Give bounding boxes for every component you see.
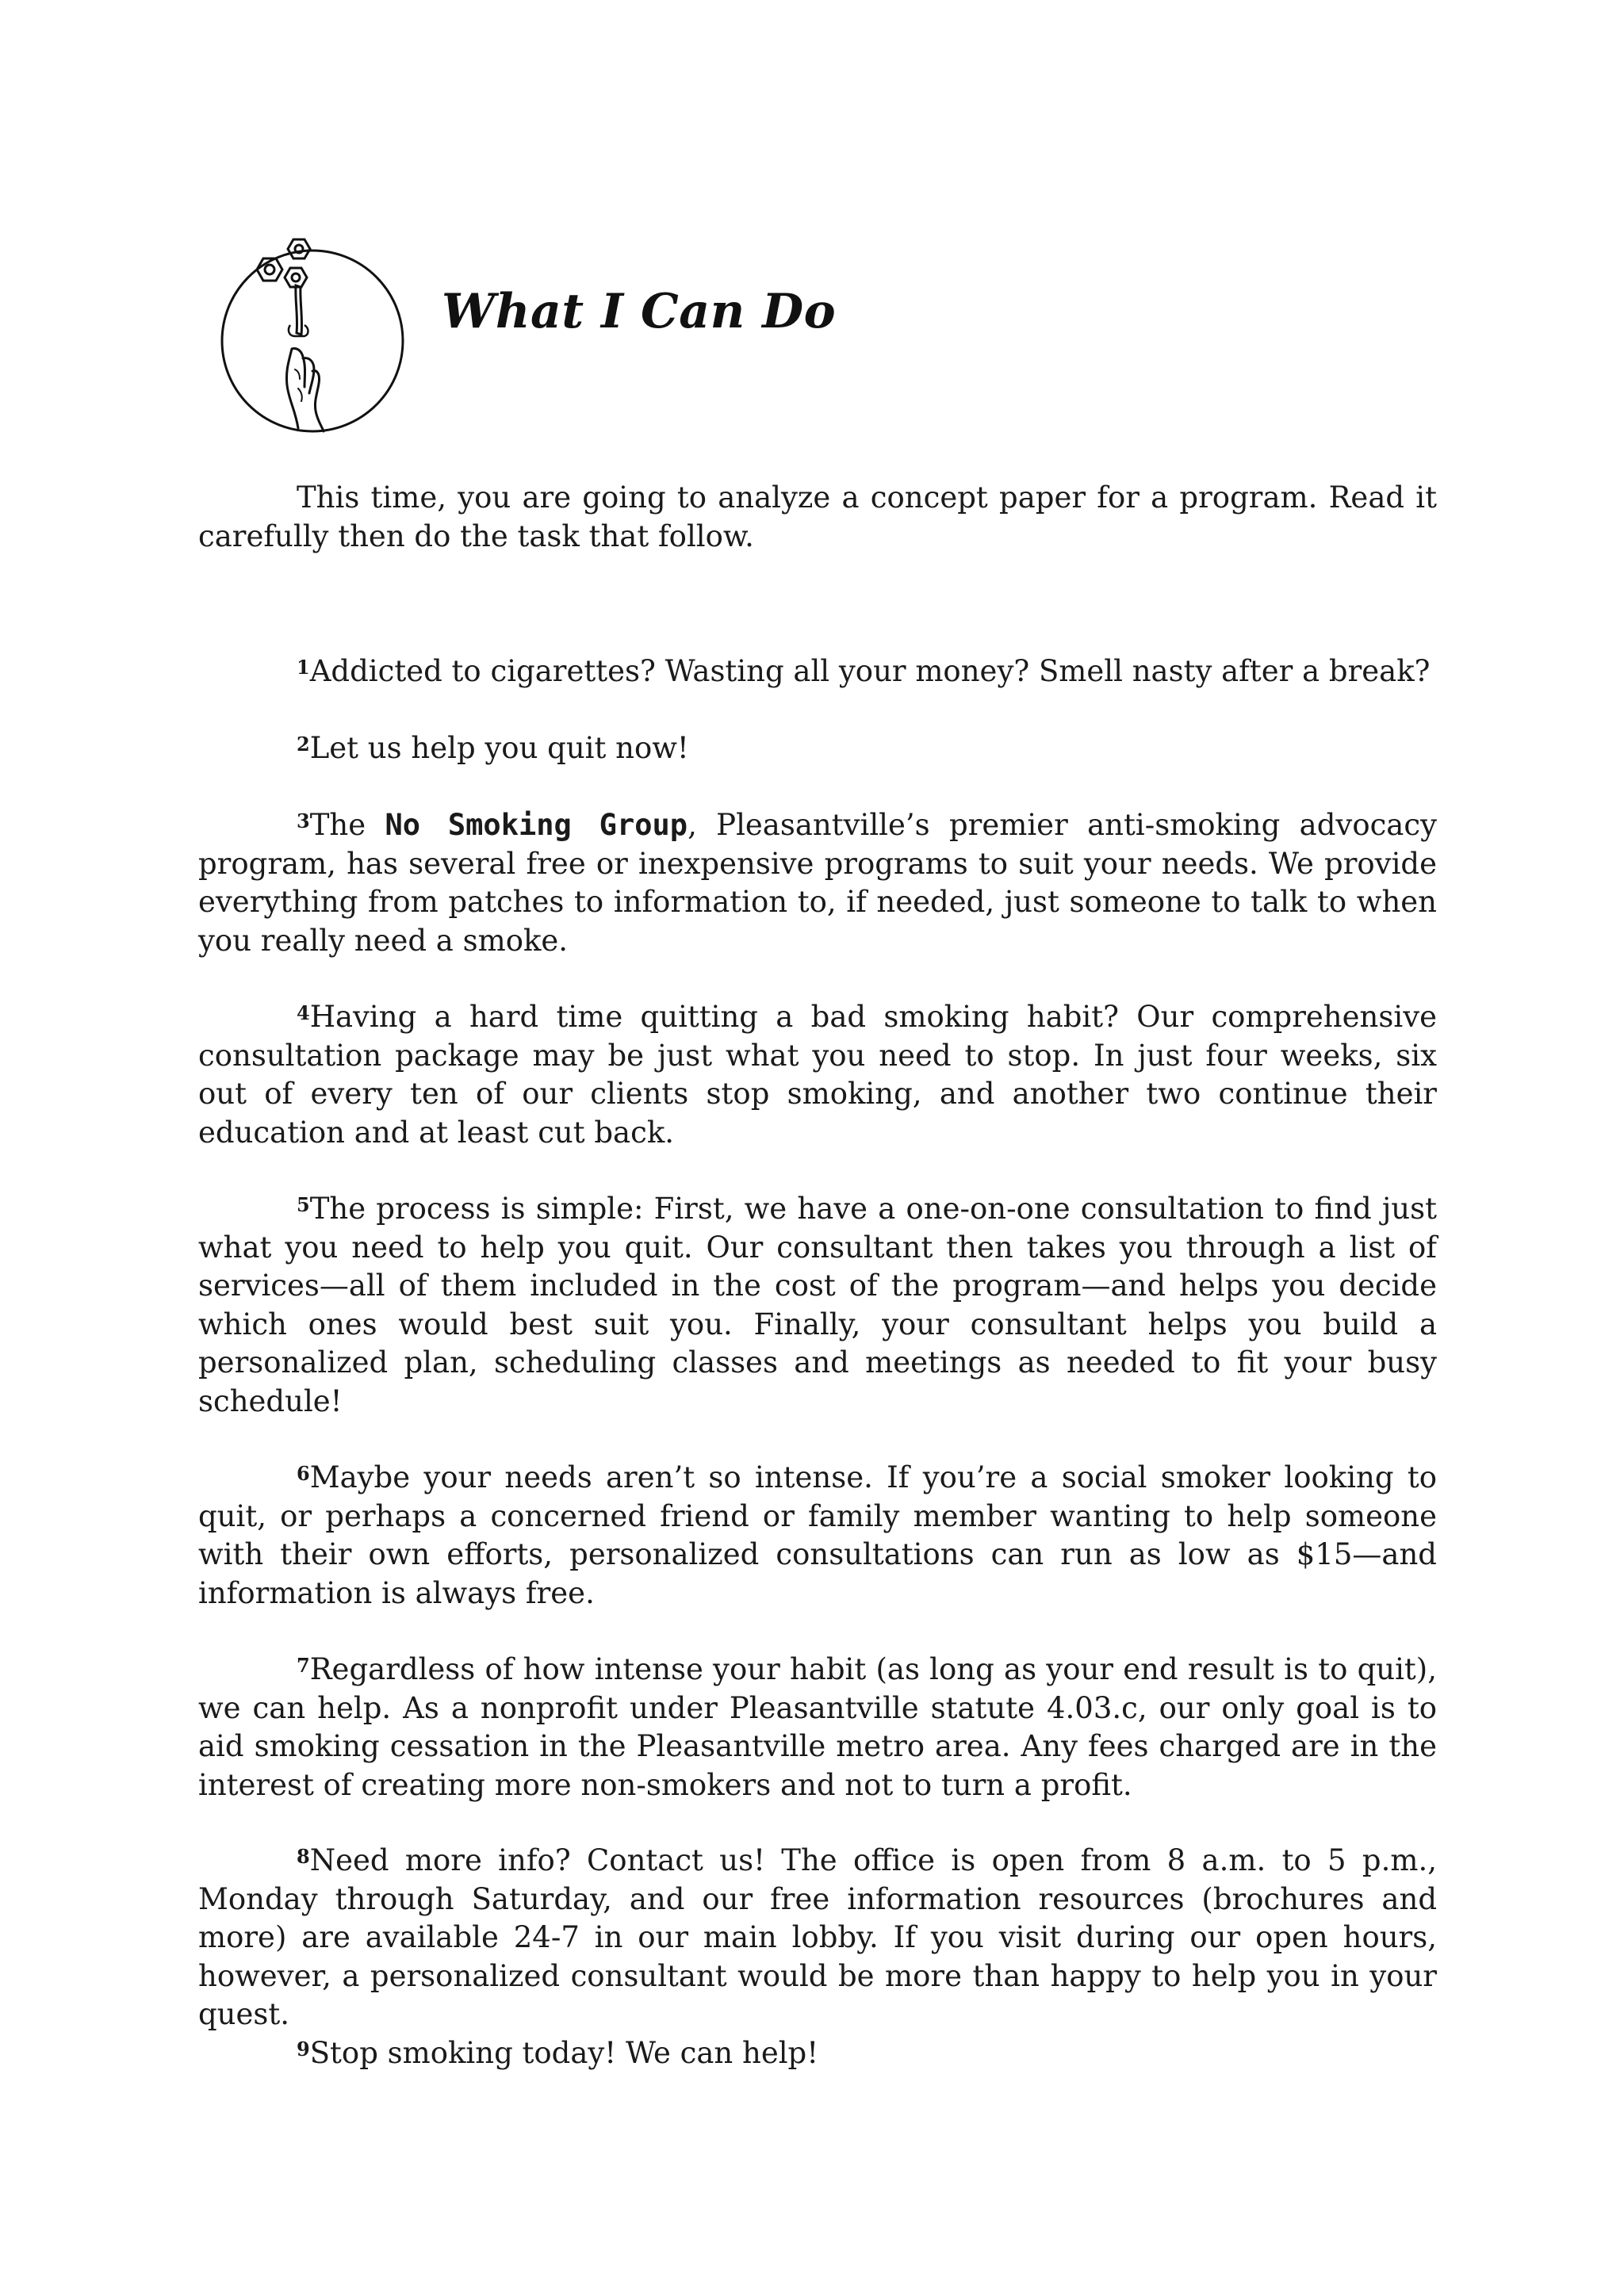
paragraph-number: 6	[297, 1462, 310, 1485]
paragraph-text: The process is simple: First, we have a one-on-one consultation to find just what you need to help you quit. Our consultant then takes you through a list of services—all of them included in the cost of the program—and helps you decide which ones would best suit you. Finally, your consultant helps you build a personalized plan, scheduling classes and meetings as needed to fit your busy schedule!	[198, 1192, 1437, 1418]
paragraph-text-pre: The	[309, 808, 385, 842]
paragraph-number: 4	[297, 1001, 310, 1024]
paragraph-text: Let us help you quit now!	[309, 731, 689, 765]
paragraph-1	[198, 652, 1437, 691]
paragraph-number: 1	[297, 656, 310, 679]
paragraph-2	[198, 729, 1437, 768]
paragraph-number: 3	[297, 809, 310, 832]
paragraph-4	[198, 998, 1437, 1152]
paragraph-number: 5	[297, 1193, 310, 1216]
paragraph-text: Addicted to cigarettes? Wasting all your money? Smell nasty after a break?	[309, 654, 1431, 688]
paragraph-5	[198, 1190, 1437, 1422]
organization-name: No Smoking Group	[385, 808, 688, 842]
page-title: What I Can Do	[442, 284, 837, 339]
intro-paragraph: This time, you are going to analyze a concept paper for a program. Read it carefully then do the task that follow.	[198, 480, 1437, 553]
paragraph-number: 8	[297, 1845, 310, 1868]
paragraph-9	[198, 2034, 1437, 2073]
hand-with-gears-icon	[216, 230, 409, 436]
paragraph-number: 9	[297, 2038, 310, 2061]
paragraph-text: Maybe your needs aren’t so intense. If you’re a social smoker looking to quit, or perhaps a concerned friend or family member wanting to help someone with their own efforts, personalized consultations can run as low as $15—and information is always free.	[198, 1460, 1437, 1610]
paragraph-text: Regardless of how intense your habit (as long as your end result is to quit), we can help. As a nonprofit under Pleasantville statute 4.03.c, our only goal is to aid smoking cessation in the Pleasantville metro area. Any fees charged are in the interest of creating more non-smokers and not to turn a profit.	[198, 1652, 1437, 1802]
paragraph-number: 2	[297, 733, 310, 756]
paragraph-number: 7	[297, 1654, 310, 1677]
paragraph-7	[198, 1651, 1437, 1804]
paragraph-text: Having a hard time quitting a bad smoking habit? Our comprehensive consultation package may be just what you need to stop. In just four weeks, six out of every ten of our clients stop smoking, and another two continue their education and at least cut back.	[198, 1000, 1437, 1150]
paragraph-text: , Pleasantville’s premier anti-smoking advocacy program, has several free or inexpensive programs to suit your needs. We provide everything from patches to information to, if needed, just someone to talk to when you really need a smoke.	[198, 808, 1437, 958]
paragraph-6	[198, 1459, 1437, 1613]
paragraph-text: Need more info? Contact us! The office is open from 8 a.m. to 5 p.m., Monday through Saturday, and our free information resources (brochures and more) are available 24-7 in our main lobby. If you visit during our open hours, however, a personalized consultant would be more than happy to help you in your quest.	[198, 1843, 1437, 2032]
paragraph-8	[198, 1842, 1437, 2034]
paragraph-3	[198, 806, 1437, 960]
paragraph-text: Stop smoking today! We can help!	[309, 2036, 819, 2070]
